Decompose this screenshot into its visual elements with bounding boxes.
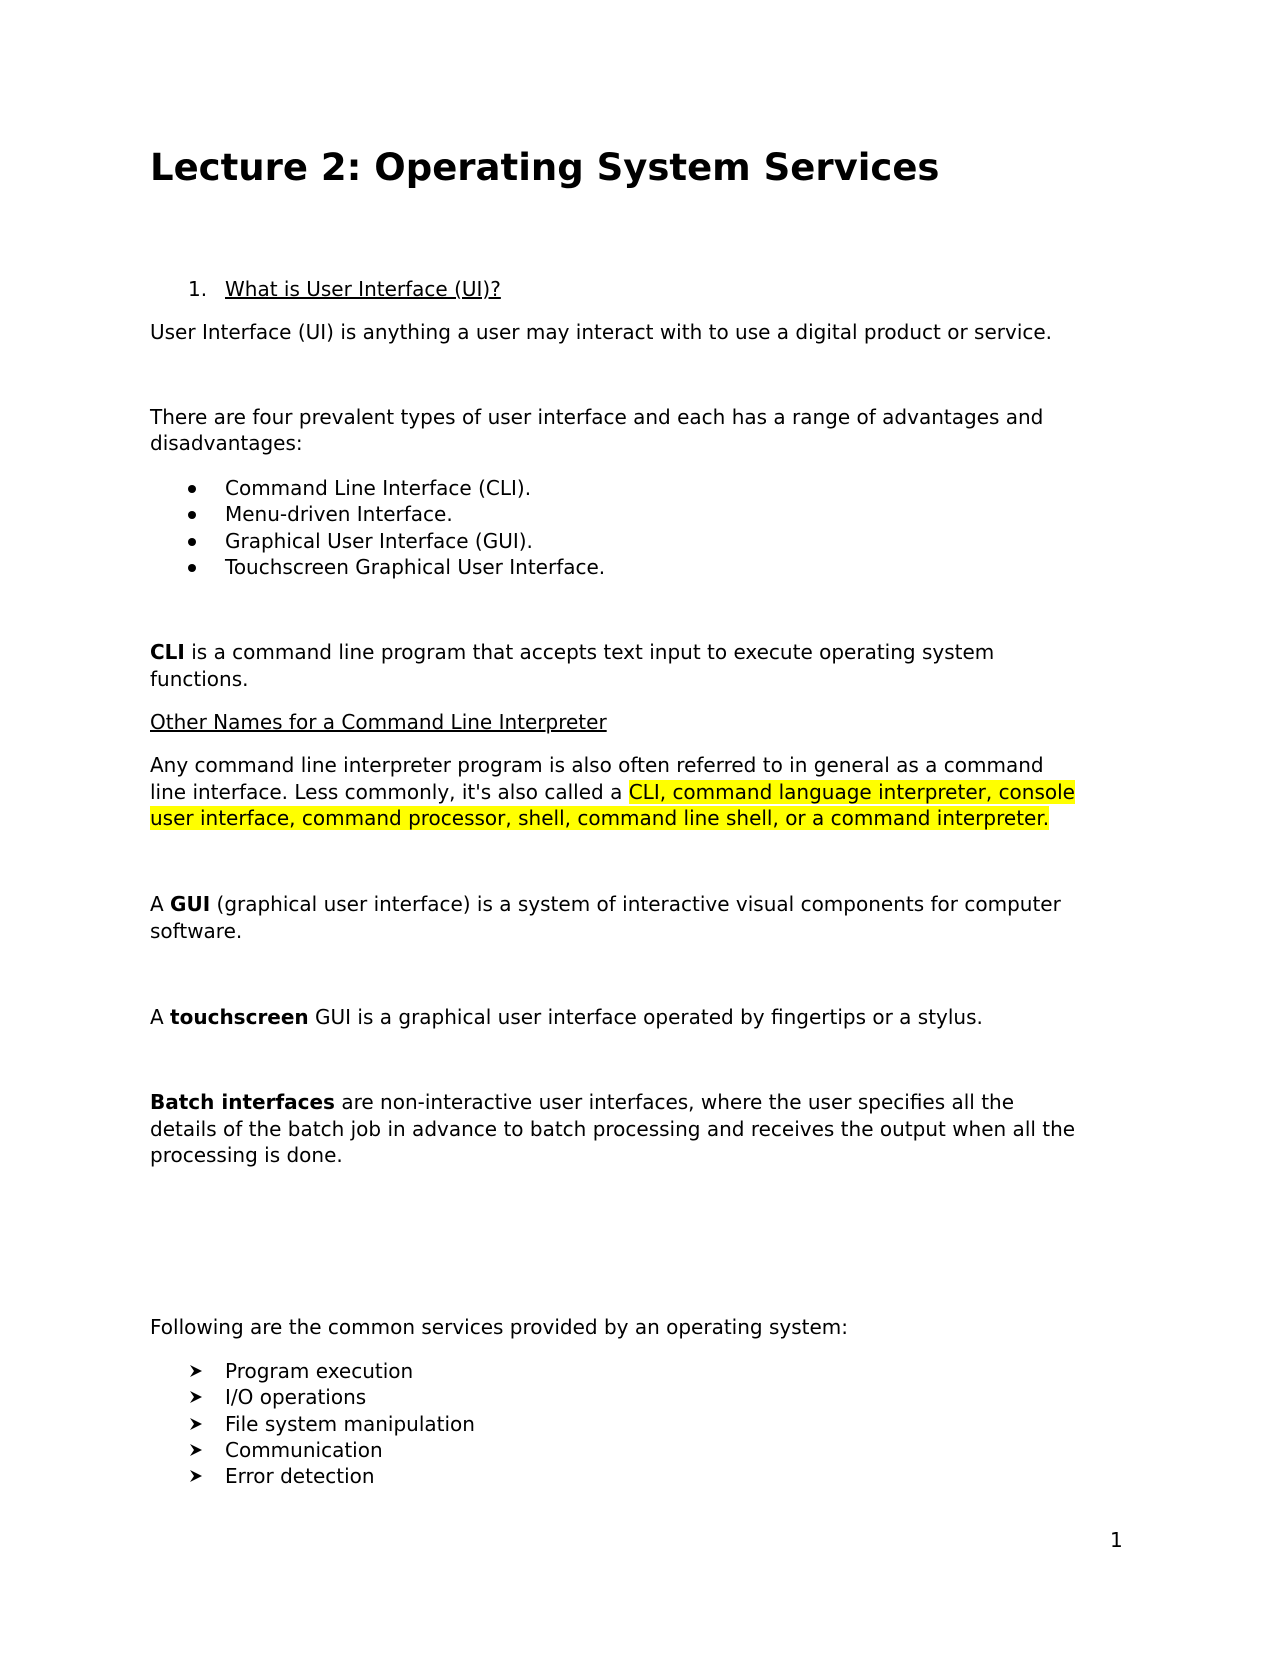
section-heading-text: What is User Interface (UI)? (225, 277, 501, 301)
cli-definition-line-1 (150, 639, 994, 666)
cli-definition-text: is a command line program that accepts text input to execute operating system (184, 640, 995, 664)
list-item-label: Program execution (225, 1359, 414, 1383)
cli-term: CLI (150, 640, 185, 664)
touchscreen-definition-text: GUI is a graphical user interface operated by fingertips or a stylus. (308, 1005, 983, 1029)
gui-definition-line-1 (150, 891, 1061, 918)
bullet-icon (188, 485, 196, 493)
other-names-line-3 (150, 805, 1049, 832)
gui-term: GUI (170, 892, 211, 916)
gui-definition-line-2: software. (150, 919, 243, 943)
touchscreen-prefix: A (150, 1005, 171, 1029)
cli-definition-line-2: functions. (150, 667, 249, 691)
gui-definition-text: (graphical user interface) is a system of interactive visual components for computer (210, 892, 1061, 916)
list-item-label: Menu-driven Interface. (225, 502, 453, 527)
other-names-line-2 (150, 779, 1075, 806)
other-names-text: line interface. Less commonly, it's also called a (150, 780, 629, 804)
batch-term: Batch interfaces (150, 1090, 335, 1114)
batch-definition-line-3: processing is done. (150, 1143, 343, 1167)
batch-definition-line-1 (150, 1089, 1014, 1116)
list-item-label: Touchscreen Graphical User Interface. (225, 554, 606, 579)
arrow-bullet-icon (188, 1389, 204, 1405)
list-item-label: Graphical User Interface (GUI). (225, 528, 533, 553)
batch-definition-text: are non-interactive user interfaces, where the user specifies all the (334, 1090, 1015, 1114)
ui-definition: User Interface (UI) is anything a user may interact with to use a digital product or service. (150, 320, 1053, 344)
touchscreen-definition (150, 1004, 983, 1031)
list-item-label: File system manipulation (225, 1411, 475, 1436)
arrow-bullet-icon (188, 1442, 204, 1458)
arrow-bullet-icon (188, 1363, 204, 1379)
types-intro-line-1: There are four prevalent types of user interface and each has a range of advantages and (150, 405, 1044, 429)
section-number: 1. (188, 277, 208, 301)
types-intro-line-2: disadvantages: (150, 431, 303, 455)
list-item-label: Error detection (225, 1464, 375, 1489)
bullet-icon (188, 511, 196, 519)
highlighted-text: user interface, command processor, shell, command line shell, or a command interpreter. (150, 806, 1050, 830)
highlighted-text: CLI, command language interpreter, console (628, 780, 1075, 804)
touchscreen-term: touchscreen (170, 1005, 309, 1029)
page-number: 1 (1110, 1528, 1123, 1552)
batch-definition-line-2: details of the batch job in advance to batch processing and receives the output when all the (150, 1117, 1076, 1141)
services-intro: Following are the common services provided by an operating system: (150, 1315, 849, 1339)
other-names-heading: Other Names for a Command Line Interpreter (150, 710, 607, 734)
arrow-bullet-icon (188, 1468, 204, 1484)
page-title: Lecture 2: Operating System Services (150, 146, 940, 189)
list-item-label: I/O operations (225, 1385, 367, 1410)
other-names-line-1: Any command line interpreter program is also often referred to in general as a command (150, 753, 1044, 777)
bullet-icon (188, 564, 196, 572)
gui-prefix: A (150, 892, 171, 916)
arrow-bullet-icon (188, 1416, 204, 1432)
list-item-label: Command Line Interface (CLI). (225, 476, 532, 500)
list-item-label: Communication (225, 1437, 383, 1462)
bullet-icon (188, 538, 196, 546)
